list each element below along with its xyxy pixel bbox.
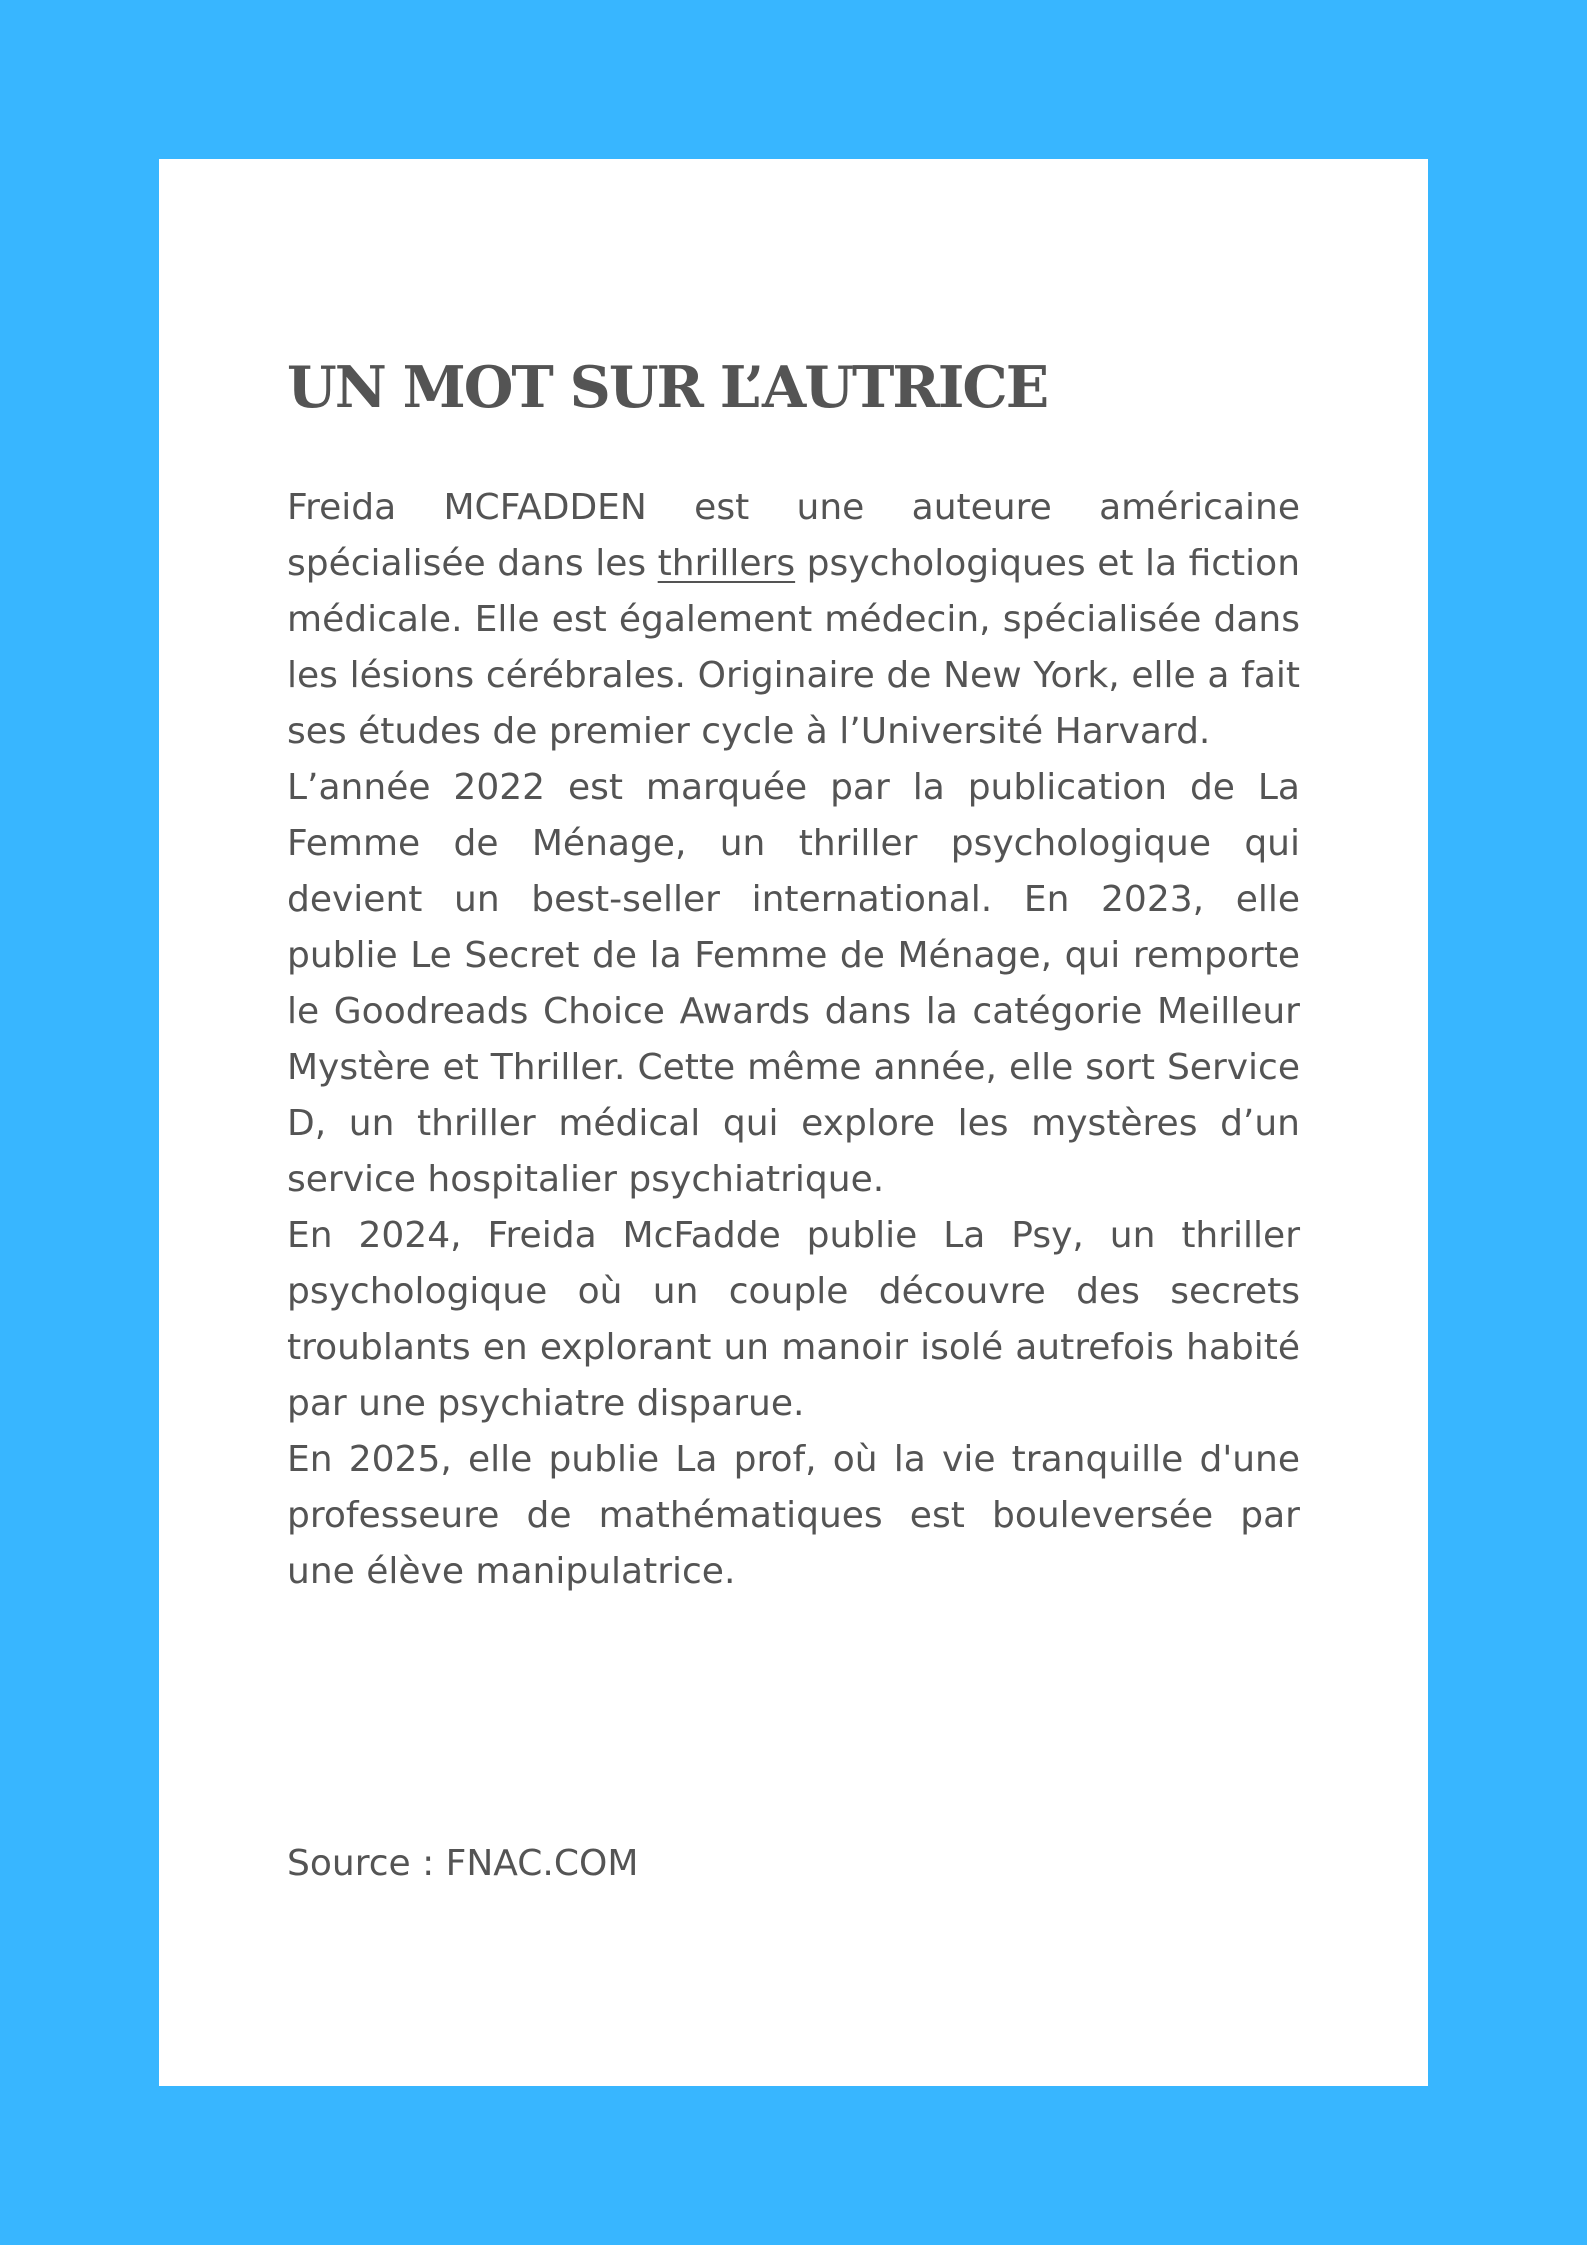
paragraph-intro-start: Freida MCFADDEN est une auteure américaine spécialisée dans les <box>287 487 1300 584</box>
author-section <box>287 354 1301 1600</box>
biography-text <box>287 480 1300 1600</box>
paragraph-2024: En 2024, Freida McFadde publie La Psy, un thriller psychologique où un couple découvre des secrets troublants en explorant un manoir isolé autrefois habité par une psychiatre disparue. <box>287 1215 1300 1424</box>
source-credit: Source : FNAC.COM <box>287 1843 639 1884</box>
content-card <box>159 159 1428 2086</box>
page-title: UN MOT SUR L’AUTRICE <box>287 354 1048 421</box>
paragraph-intro <box>287 480 1300 760</box>
paragraph-2022-2023: L’année 2022 est marquée par la publication de La Femme de Ménage, un thriller psychologique qui devient un best-seller international. En 2023, elle publie Le Secret de la Femme de Ménage, qui remporte le Goodreads Choice Awards dans la catégorie Meilleur Mystère et Thriller. Cette même année, elle sort Service D, un thriller médical qui explore les mystères d’un service hospitalier psychiatrique. <box>287 767 1300 1200</box>
paragraph-2025: En 2025, elle publie La prof, où la vie tranquille d'une professeure de mathématiques est bouleversée par une élève manipulatrice. <box>287 1439 1300 1592</box>
thrillers-link[interactable]: thrillers <box>657 543 796 584</box>
paragraph-intro-end: psychologiques et la fiction médicale. Elle est également médecin, spécialisée dans les lésions cérébrales. Originaire de New York, elle a fait ses études de premier cycle à l’Université Harvard. <box>287 543 1301 752</box>
